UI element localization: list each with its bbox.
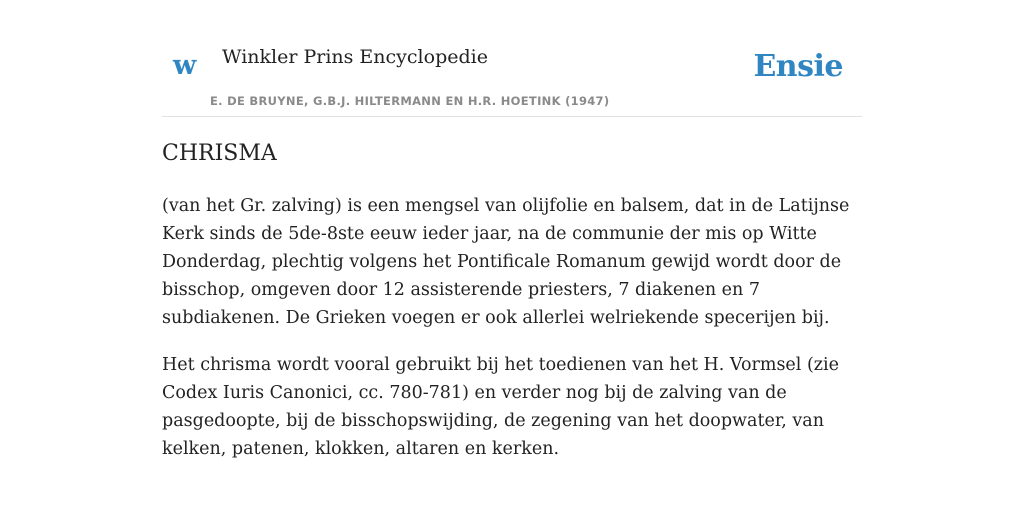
entry-paragraph-1: (van het Gr. zalving) is een mengsel van olijfolie en balsem, dat in de Latijnse Kerk sinds de 5de-8ste eeuw ieder jaar, na de communie der mis op Witte Donderdag, plechtig volgens het Pontificale Romanum gewijd wordt door de bisschop, omgeven door 12 assisterende priesters, 7 diakenen en 7 subdiakenen. De Grieken voegen er ook allerlei welriekende specerijen bij. (162, 196, 850, 328)
entry-body (162, 192, 862, 482)
entry-title: CHRISMA (162, 141, 277, 166)
entry-paragraph-2: Het chrisma wordt vooral gebruikt bij het toedienen van het H. Vormsel (zie Codex Iuris Canonici, cc. 780-781) en verder nog bij de zalving van de pasgedoopte, bij de bisschopswijding, de zegening van het doopwater, van kelken, patenen, klokken, altaren en kerken. (162, 355, 839, 459)
ensie-logo-link[interactable]: Ensie (753, 49, 843, 84)
page-container (162, 0, 862, 459)
winkler-prins-logo-icon[interactable]: w (173, 50, 197, 81)
source-title-link[interactable]: Winkler Prins Encyclopedie (222, 46, 488, 68)
source-authors: E. DE BRUYNE, G.B.J. HILTERMANN EN H.R. HOETINK (1947) (210, 94, 610, 108)
source-header (162, 0, 862, 117)
